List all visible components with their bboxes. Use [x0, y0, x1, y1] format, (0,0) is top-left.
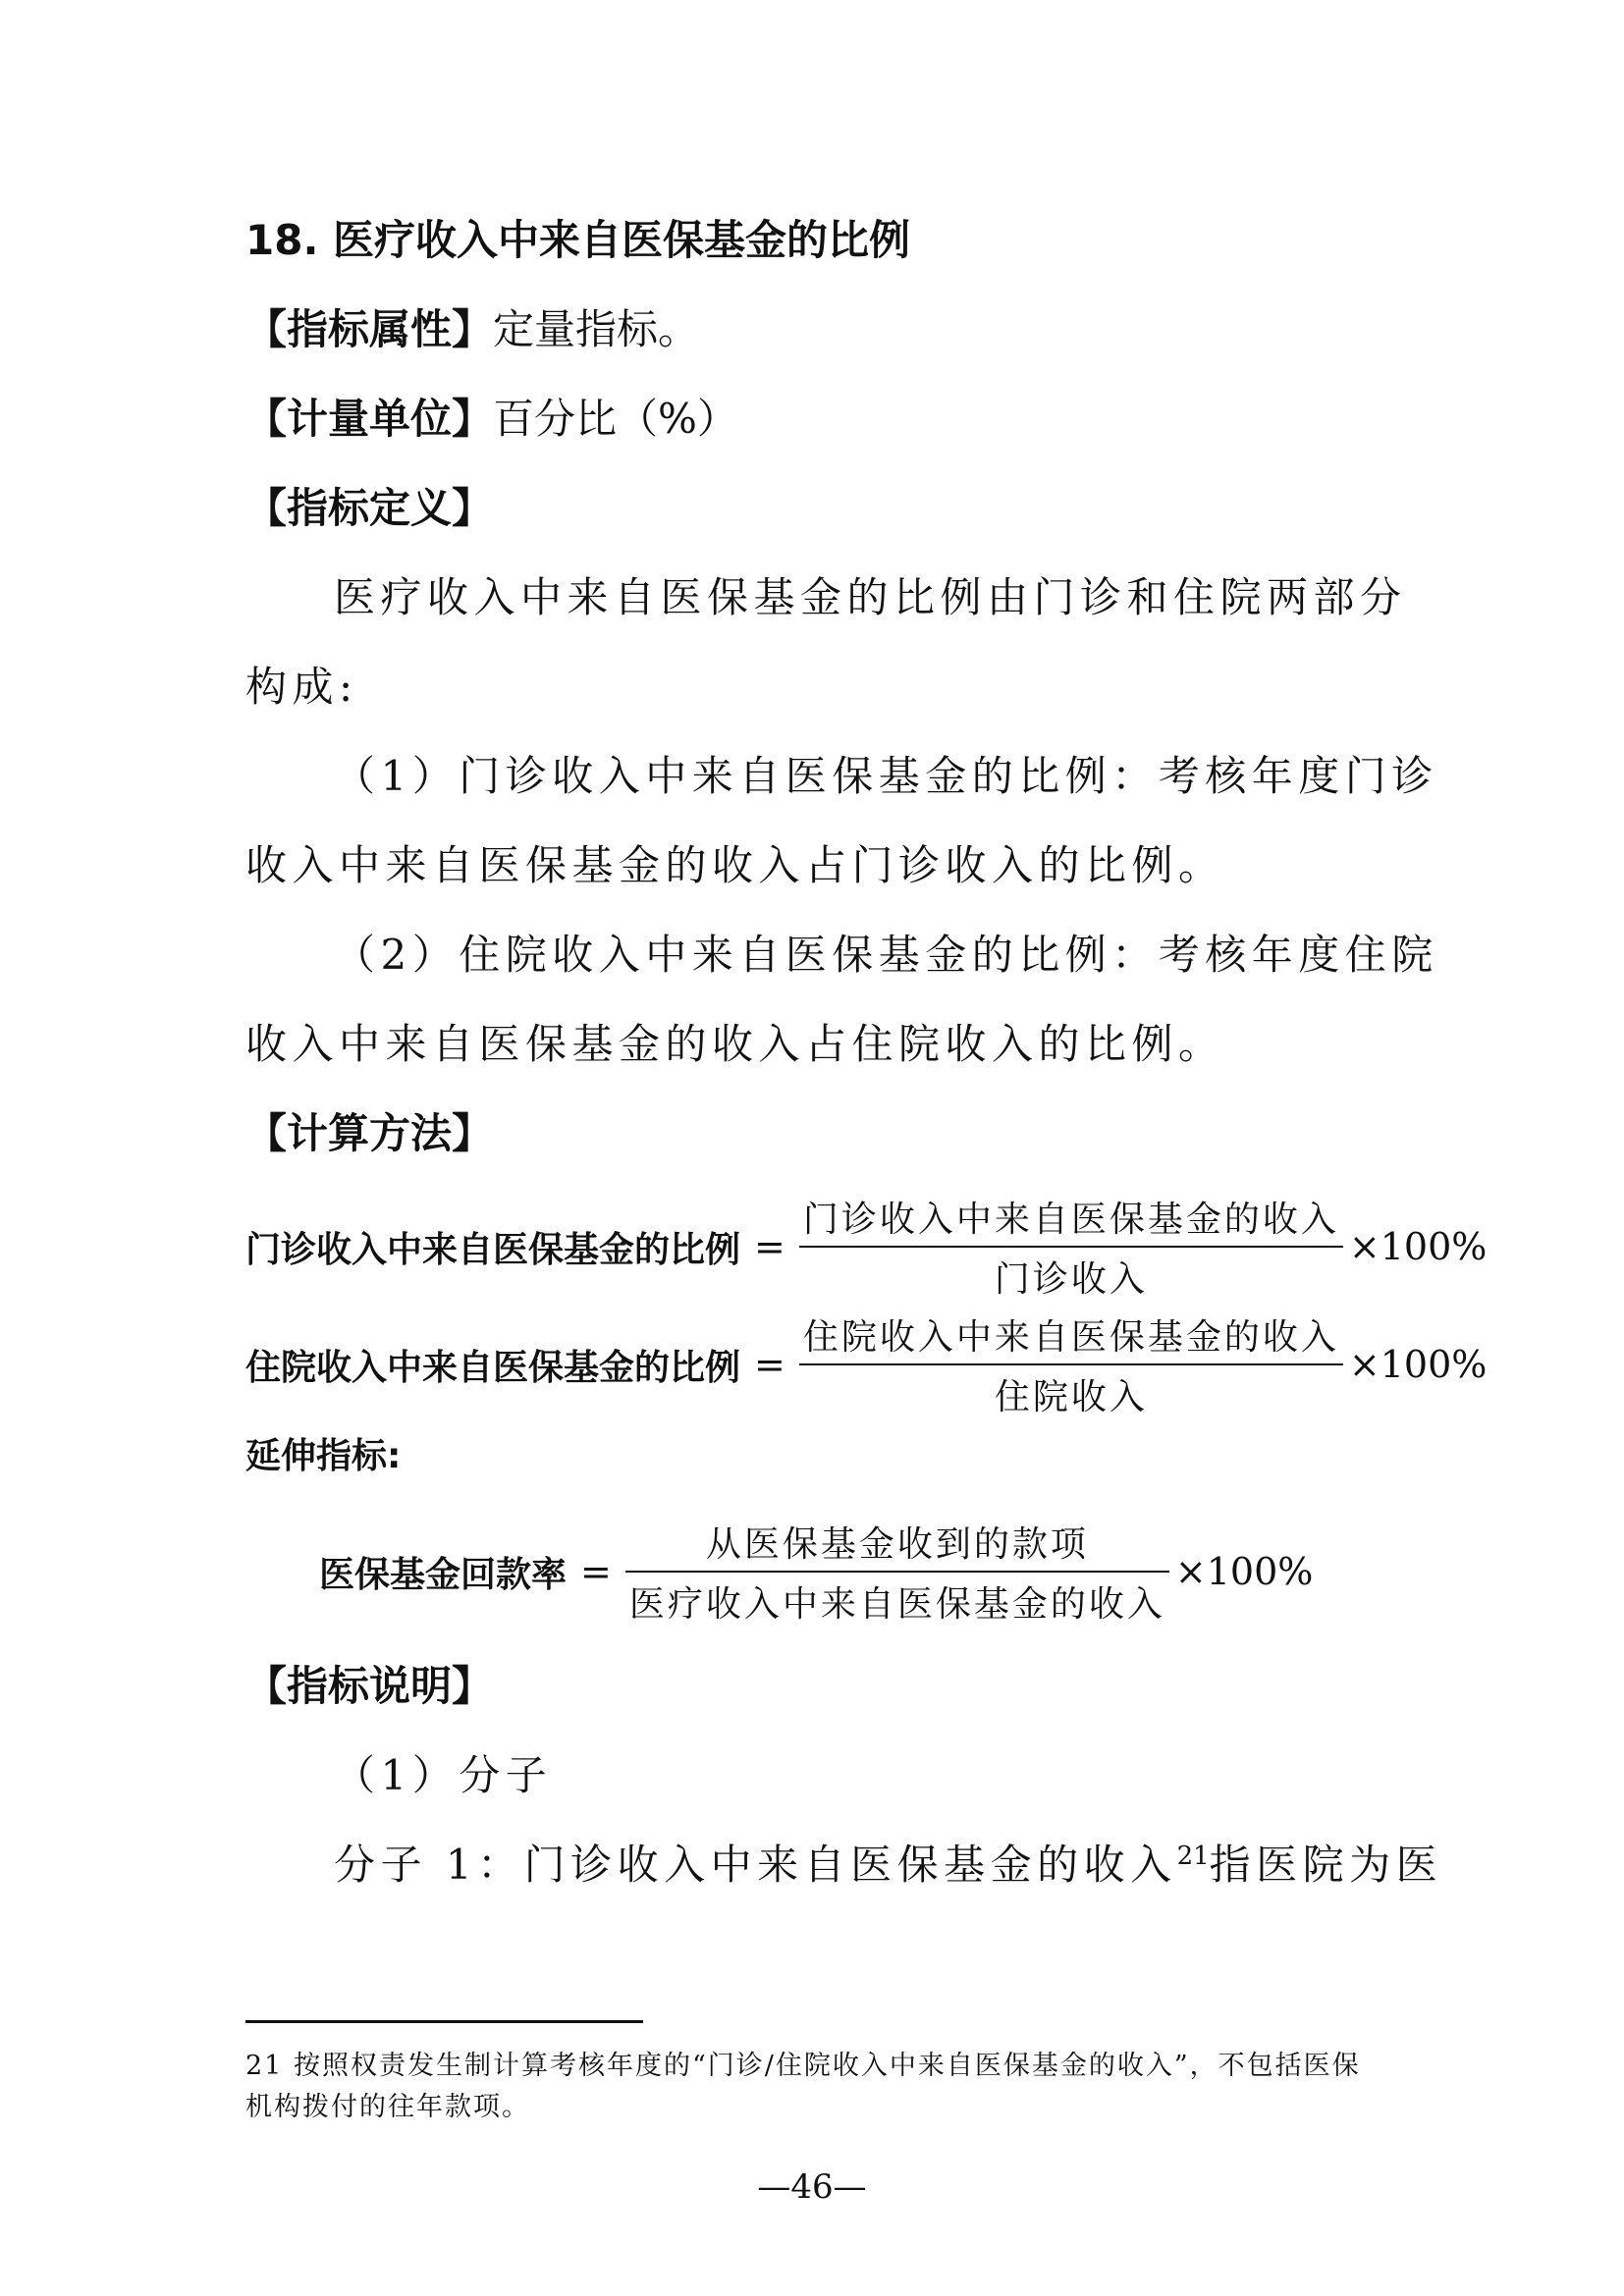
formula-inpatient-name: 住院收入中来自医保基金的比例 [245, 1347, 741, 1388]
definition-item2-line1: （2）住院收入中来自医保基金的比例：考核年度住院 [334, 931, 1438, 979]
numerator1-text: 分子 1：门诊收入中来自医保基金的收入 [334, 1841, 1177, 1889]
unit-row [245, 387, 738, 446]
multiplier: ×100% [1348, 1343, 1488, 1386]
fraction-denominator: 医疗收入中来自医保基金的收入 [628, 1584, 1165, 1625]
equals-sign: = [580, 1550, 612, 1593]
fraction-bar [799, 1246, 1343, 1248]
definition-intro-line2: 构成: [245, 663, 358, 711]
footnote-line1: 21 按照权责发生制计算考核年度的“门诊/住院收入中来自医保基金的收入”，不包括医保 [245, 2051, 1361, 2081]
formula-reimbursement-rate [319, 1517, 1313, 1627]
footnote-line2: 机构拨付的往年款项。 [245, 2092, 530, 2122]
footnote-divider [245, 2020, 643, 2023]
fraction-numerator: 门诊收入中来自医保基金的收入 [802, 1200, 1339, 1240]
fraction-denominator: 门诊收入 [994, 1259, 1148, 1300]
attribute-value: 定量指标。 [493, 305, 700, 353]
fraction-denominator: 住院收入 [994, 1377, 1148, 1417]
unit-value: 百分比（%） [493, 395, 738, 443]
definition-item2-line2: 收入中来自医保基金的收入占住院收入的比例。 [245, 1020, 1225, 1068]
fraction-bar [625, 1571, 1169, 1573]
multiplier: ×100% [1348, 1225, 1488, 1268]
attribute-row [245, 297, 699, 356]
fraction-numerator: 住院收入中来自医保基金的收入 [802, 1317, 1339, 1358]
footnote-ref: 21 [1176, 1842, 1210, 1871]
formula-reimbursement-name: 医保基金回款率 [319, 1554, 568, 1595]
definition-item1-line2: 收入中来自医保基金的收入占门诊收入的比例。 [245, 841, 1225, 889]
definition-intro-line1: 医疗收入中来自医保基金的比例由门诊和住院两部分 [334, 573, 1407, 621]
equals-sign: = [754, 1225, 785, 1268]
formula-inpatient [245, 1309, 1487, 1419]
fraction [799, 1309, 1343, 1419]
equals-sign: = [754, 1343, 785, 1386]
attribute-label: 【指标属性】 [245, 305, 494, 353]
explanation-sub1: （1）分子 [334, 1751, 553, 1799]
calculation-label: 【计算方法】 [245, 1109, 494, 1157]
page-number: —46— [757, 2167, 867, 2207]
formula-outpatient [245, 1192, 1487, 1302]
definition-label: 【指标定义】 [245, 484, 494, 532]
unit-label: 【计量单位】 [245, 395, 494, 443]
fraction-numerator: 从医保基金收到的款项 [705, 1524, 1089, 1565]
multiplier: ×100% [1174, 1550, 1314, 1593]
formula-outpatient-name: 门诊收入中来自医保基金的比例 [245, 1229, 741, 1270]
explanation-numerator1 [334, 1833, 1442, 1892]
fraction-bar [799, 1363, 1343, 1365]
fraction [799, 1192, 1343, 1302]
definition-item1-line1: （1）门诊收入中来自医保基金的比例：考核年度门诊 [334, 752, 1438, 800]
extension-label: 延伸指标: [245, 1436, 402, 1476]
fraction [625, 1517, 1169, 1627]
numerator1-tail: 指医院为医 [1209, 1841, 1443, 1889]
section-title: 18. 医疗收入中来自医保基金的比例 [245, 216, 911, 264]
explanation-label: 【指标说明】 [245, 1662, 494, 1710]
